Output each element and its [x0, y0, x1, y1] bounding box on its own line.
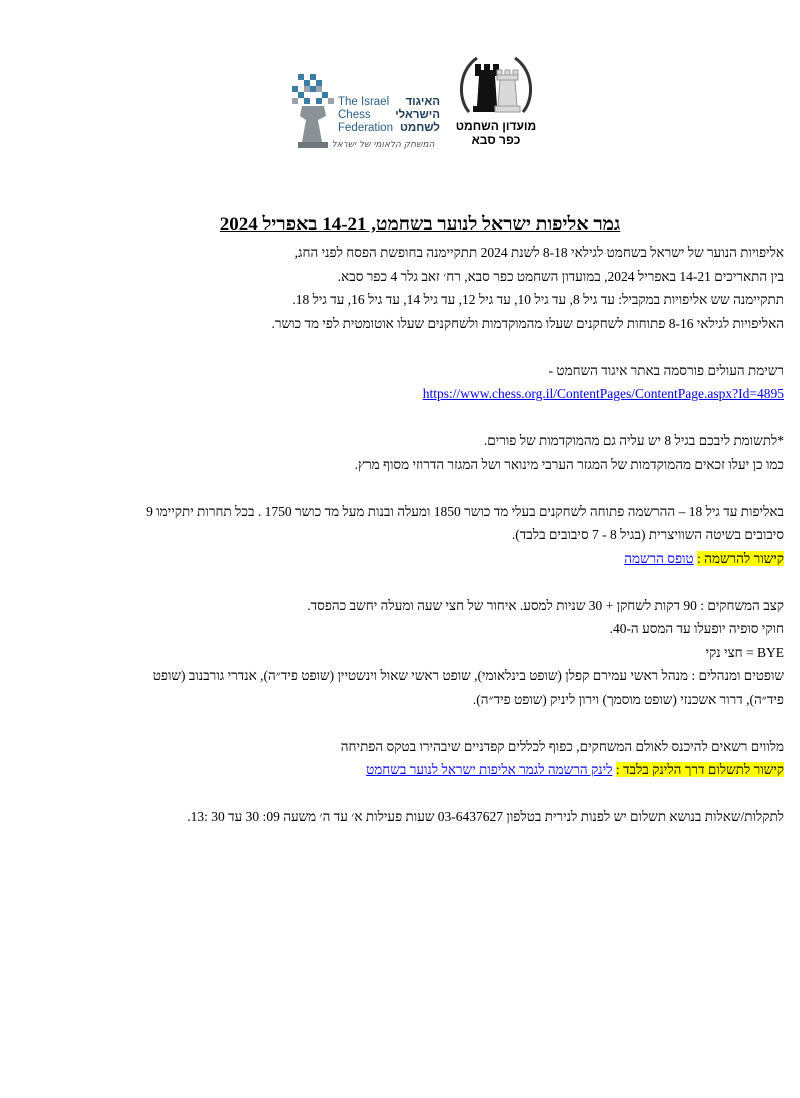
club-name-line1: מועדון השחמט [455, 119, 537, 133]
club-name-line2: כפר סבא [471, 133, 521, 147]
note-line: *לתשומת ליבכם בגיל 8 יש עליה גם מהמוקדמות של פורים. [483, 433, 784, 448]
list-notice: רשימת העולים פורסמה באתר איגוד השחמט - [548, 362, 784, 378]
spacer [56, 406, 784, 430]
age18-line: באליפות עד גיל 18 – ההרשמה פתוחה לשחקנים בעלי מד כושר 1850 ומעלה ובנות מעל מד כושר 1750 . בכל תחרות יתקיימו 9 [146, 503, 784, 519]
registration-line [56, 547, 784, 571]
israel-chess-federation-logo [288, 72, 446, 162]
payment-line [56, 758, 784, 782]
registration-label: קישור להרשמה : [697, 550, 784, 566]
spacer [56, 476, 784, 500]
payment-label: קישור לתשלום דרך הלינק בלבד : [615, 762, 784, 777]
spacer [56, 711, 784, 735]
intro-line: בין התאריכים 14-21 באפריל 2024, במועדון השחמט כפר סבא, רח׳ זאב גלר 4 כפר סבא. [337, 268, 784, 284]
qualifiers-list-link[interactable]: https://www.chess.org.il/ContentPages/ContentPage.aspx?Id=4895 [422, 386, 784, 401]
rules-line: פיד״ה), דרור אשכנזי (שופט מוסמך) וירון ליניק (שופט פיד״ה). [472, 691, 784, 707]
age18-line: סיבובים בשיטה השוויצרית (בגיל 8 - 7 סיבובים בלבד). [511, 527, 784, 542]
document-body [56, 205, 784, 829]
kfar-saba-chess-club-logo [455, 50, 537, 150]
intro-line: תתקיימנה שש אליפויות במקביל: עד גיל 8, עד גיל 10, עד גיל 12, עד גיל 14, עד גיל 16, עד גיל 18. [292, 292, 784, 307]
payment-link[interactable]: לינק הרשמה לגמר אליפות ישראל לנוער בשחמט [366, 762, 613, 777]
contact-line: לתקלות/שאלות בנושא תשלום יש לפנות לנירית בטלפון 03-6437627 שעות פעילות א׳ עד ה׳ משעה 09: 30 עד 30 :13. [187, 809, 784, 824]
rules-line: שופטים ומנהלים : מנהל ראשי עמירם קפלן (שופט בינלאומי), שופט ראשי שאול וינשטיין (שופט פיד״ה), אנדרי גורבנוב (שופט [152, 668, 784, 683]
intro-line: אליפויות הנוער של ישראל בשחמט לגילאי 8-18 לשנת 2024 תתקיימנה בחופשת הפסח לפני החג, [294, 245, 784, 260]
page-title: גמר אליפות ישראל לנוער בשחמט, 14-21 באפריל 2024 [219, 214, 621, 235]
spacer [56, 570, 784, 594]
spacer [56, 335, 784, 359]
rules-line: BYE = חצי נקי [705, 644, 784, 660]
intro-line: האליפויות לגילאי 8-16 פתוחות לשחקנים שעלו מהמוקדמות ולשחקנים שעלו אוטומטית לפי מד כושר. [271, 315, 784, 331]
note-line: כמו כן יעלו זכאים מהמוקדמות של המגזר הערבי מינואר ושל המגזר הדרוזי מסוף מרץ. [354, 456, 784, 472]
rules-line: קצב המשחקים : 90 דקות לשחקן + 30 שניות למסע. איחור של חצי שעה ומעלה יחשב כהפסד. [307, 597, 784, 613]
federation-name-he: האיגוד הישראלי לשחמט [395, 96, 440, 134]
registration-form-link[interactable]: טופס הרשמה [624, 550, 694, 566]
escorts-line: מלווים רשאים להיכנס לאולם המשחקים, כפוף לכללים קפדניים שיבהירו בטקס הפתיחה [340, 738, 784, 754]
spacer [56, 782, 784, 806]
federation-name-en: The Israel Chess Federation [338, 96, 393, 134]
federation-slogan: המשחק הלאומי של ישראל [331, 140, 435, 150]
rook-pieces-icon [455, 50, 537, 120]
list-url-line [56, 382, 784, 406]
header-logos [0, 50, 800, 160]
rules-line: חוקי סופיה יופעלו עד המסע ה-40. [609, 621, 784, 636]
